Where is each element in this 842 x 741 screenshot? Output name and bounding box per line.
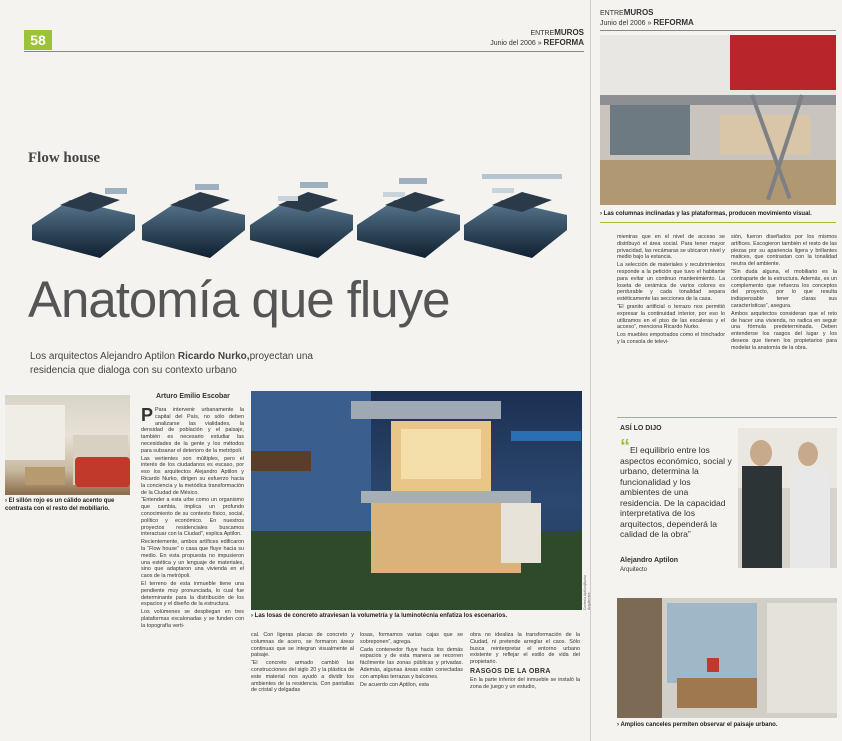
body-column-5: mientras que en el nivel de acceso se distribuyó el área social. Para tener mayor privacidad, las recámaras se ubicaron nivel y medio bajo la estancia. La selección de materiales y recubrimientos responde a la petición que tuvo el habitante para evitar un continuo mantenimiento. La loseta de cerámica de varios colores es perdurable y cada tonalidad separa estéticamente las secciones de la casa. “El granito artificial o terrazo nos permitió expresar la continuidad interior, por eso lo utilizamos en el piso de las escaleras y el acceso”, menciona Ricardo Nurko. Los muebles empotrados como el trinchador y la consola de televi- bbox=[617, 234, 725, 345]
body-column-6: sión, fueron diseñados por los mismos artífices. Escogieron también el resto de las piezas por su apariencia ligera y brillantes matices, que contrastan con la tonalidad neutra del ambiente. “Sin duda alguna, el mobiliario es la contraparte de la estructura. Además, es un complemento que refuerza los conceptos del proyecto, por lo que resulta indispensable tener claras sus características”, asegura. Ambos arquitectos consideran que el reto de hacer una vivienda, no radica en seguir una fórmula predeterminada. Deben entenderse los rasgos del lugar y los deseos que tienen los propietarios para modelar la anatomía de la obra. bbox=[731, 234, 837, 351]
sidebar-rule bbox=[617, 417, 837, 418]
body-column-3: losas, formamos varias cajas que se sobreponen”, agrega. Cada contenedor fluye hacia los demás espacios y de esta manera se recorren fácilmente las zonas públicas y privadas. Además, algunas áreas están conectadas con amplias terrazas y balcones. De acuerdo con Aptilon, esta bbox=[360, 632, 463, 688]
headline: Anatomía que fluye bbox=[28, 271, 450, 328]
kicker: Flow house bbox=[28, 150, 101, 166]
subtitle: Los arquitectos Alejandro Aptilon Ricardo Nurko,proyectan una residencia que dialoga con su contexto urbano bbox=[30, 351, 313, 376]
header-masthead-right: ENTREMUROS Junio del 2006 » REFORMA bbox=[600, 8, 694, 27]
speaker-role: Arquitecto bbox=[620, 567, 648, 573]
body-column-4: obra no idealiza la transformación de la Ciudad, ni pretende arreglar el caos. Sólo busca reinterpretar el entorno urbano existente y reflejar el estilo de vida del propietario. RASGOS DE LA OBRA En la parte inferior del inmueble se instaló la zona de juego y un estudio, bbox=[470, 632, 580, 690]
house-photo bbox=[251, 391, 582, 610]
page-number: 58 bbox=[24, 30, 52, 50]
model-2 bbox=[142, 184, 245, 258]
body-column-1: P Para intervenir urbanamente la capital del País, no sólo deben analizarse las vialidades, la densidad de población y el paisaje, también es necesario estudiar las necesidades de la gente y los métodos para subsanar el deterioro de la metrópoli. Las vertientes son múltiples, pero el interés de los ciudadanos es escaso, por eso los arquitectos Alejandro Aptilon y Ricardo Nurko, dirigen su esfuerzo hacia la conciencia y la metódica transformación de la Ciudad de México. “Entender a esta urbe como un organismo que cambia, implica un profundo conocimiento de su contexto físico, social, político y económico. En nuestros proyectos residenciales buscamos interactuar con la Ciudad”, explica Aptilon. Recientemente, ambos artífices edificaron la “Flow house” o casa que fluye hacia su medio. En esta propuesta no impusieron una estética y un lenguaje de materiales, sino que adaptaron una vivienda en el caos de la metrópoli. El terreno de esta inmueble tiene una pendiente muy pronunciada, lo cual fue determinante para la distribución de los espacios y el diseño de la estructura. Los volúmenes se despliegan en tres plataformas escalonadas y se funden con la topografía verti- bbox=[141, 407, 244, 629]
model-sequence-graphic bbox=[30, 170, 580, 265]
model-4 bbox=[357, 178, 460, 258]
sidebar-heading: ASÍ LO DIJO bbox=[620, 425, 662, 432]
section-heading-rasgos: RASGOS DE LA OBRA bbox=[470, 667, 551, 675]
body-column-2: cal. Con ligeras placas de concreto y columnas de acero, se formaron áreas continuas que se integran visualmente al paisaje. “El concreto armado cambió las construcciones del siglo 20 y la plástica de este material nos ayudó a dividir los ambientes de la residencia. Con pantallas de cristal y delgadas bbox=[251, 632, 354, 694]
model-3 bbox=[250, 182, 353, 258]
header-rule bbox=[24, 51, 584, 52]
caption-rule bbox=[600, 222, 836, 223]
photo-credit: Cortesía Aptilon|Nurko Arquitectos bbox=[583, 575, 591, 610]
model-5 bbox=[464, 174, 567, 258]
quote-mark-icon: “ bbox=[620, 436, 630, 458]
caption-sofa: › El sillón rojo es un cálido acento que contrasta con el resto del mobiliario. bbox=[5, 498, 115, 512]
model-1 bbox=[32, 188, 135, 258]
caption-columns: › Las columnas inclinadas y las plataformas, producen movimiento visual. bbox=[600, 211, 812, 217]
speaker-name: Alejandro Aptilon bbox=[620, 557, 679, 564]
drop-cap: P bbox=[141, 407, 154, 425]
caption-house: › Las losas de concreto atraviesan la volumetría y la luminotécnia enfatiza los escenarios. bbox=[251, 613, 508, 619]
byline: Arturo Emilio Escobar bbox=[156, 393, 230, 400]
caption-windows: › Amplios canceles permiten observar el paisaje urbano. bbox=[617, 722, 778, 728]
header-masthead-left: ENTREMUROS Junio del 2006 » REFORMA bbox=[490, 28, 584, 47]
header-rule-right bbox=[600, 30, 836, 31]
sofa-photo bbox=[5, 395, 130, 495]
architects-photo bbox=[738, 428, 837, 568]
windows-photo bbox=[617, 598, 837, 718]
pull-quote: “El equilibrio entre los aspectos económico, social y urbano, determina la funcionalidad y los ambientes de una residencia. De la capacidad interpretativa de los arquitectos, dependerá la calidad de la obra” bbox=[620, 436, 732, 539]
spread-gutter bbox=[590, 0, 591, 741]
columns-photo bbox=[600, 35, 836, 205]
